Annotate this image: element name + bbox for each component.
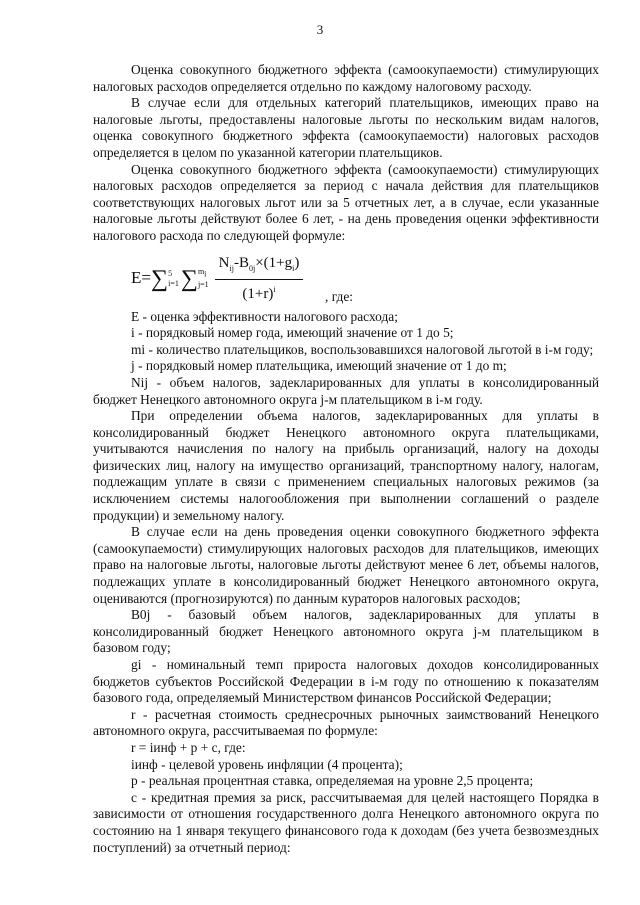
- formula-suffix: , где:: [325, 288, 353, 304]
- sum-symbol: ∑: [180, 265, 198, 292]
- formula-line: r = iинф + p + c, где:: [131, 739, 246, 755]
- definition-line: iинф - целевой уровень инфляции (4 процента);: [131, 756, 403, 772]
- paragraph: gi - номинальный темп прироста налоговых доходов консолидированных бюджетов субъектов Российской Федерации в i-м году по отношению к показателям базового года, определяемый Министерством финансов Российской Федерации;: [93, 657, 599, 706]
- definition-line: j - порядковый номер плательщика, имеющий значение от 1 до m;: [131, 358, 507, 374]
- paragraph: Nij - объем налогов, задекларированных для уплаты в консолидированный бюджет Ненецкого автономного округа j-м плательщиком в i-м году.: [93, 374, 599, 407]
- formula-fraction: $\frac{N_{ij}-B_{0j}\times(1+g_i)}{(1+r)^i}$: [215, 255, 304, 303]
- paragraph: В случае если для отдельных категорий плательщиков, имеющих право на налоговые льготы, предоставлены налоговые льготы по нескольким видам налогов, оценка совокупного бюджетного эффекта (самоокупаемости) налоговых расходов определяется в целом по указанной категории плательщиков.: [93, 95, 599, 160]
- definition-line: mi - количество плательщиков, воспользовавшихся налоговой льготой в i-м году;: [131, 341, 594, 357]
- definition-line: i - порядковый номер года, имеющий значение от 1 до 5;: [131, 325, 454, 341]
- paragraph: В случае если на день проведения оценки совокупного бюджетного эффекта (самоокупаемости) стимулирующих налоговых расходов для плательщиков, имеющих право на налоговые льготы, налоговые льготы действуют менее 6 лет, объемы налогов, подлежащих уплате в консолидированный бюджет Ненецкого автономного округа, оцениваются (прогнозируются) по данным кураторов налоговых расходов;: [93, 524, 599, 606]
- sum-symbol: ∑: [150, 265, 169, 292]
- paragraph: Оценка совокупного бюджетного эффекта (самоокупаемости) стимулирующих налоговых расходов определяется отдельно по каждому налоговому расходу.: [93, 62, 599, 94]
- page-number: 3: [316, 22, 324, 37]
- paragraph: Оценка совокупного бюджетного эффекта (самоокупаемости) стимулирующих налоговых расходов определяется за период с начала действия для плательщиков соответствующих налоговых льгот или за 5 отчетных лет, а в случае, если указанные налоговые льготы действуют более 6 лет, - на день проведения оценки эффективности налогового расхода по следующей формуле:: [93, 161, 599, 243]
- definition-line: E - оценка эффективности налогового расхода;: [131, 308, 398, 324]
- efficiency-formula: E=∑5 $i=1\sum m_i$ j=1 $\frac{N_{ij}-B_{0j}\times(1+g_i)}{(1+r)^i}$ , где:: [131, 254, 353, 304]
- paragraph: r - расчетная стоимость среднесрочных рыночных заимствований Ненецкого автономного округа, рассчитываемая по формуле:: [93, 706, 599, 739]
- definition-line: p - реальная процентная ставка, определяемая на уровне 2,5 процента;: [131, 773, 534, 789]
- paragraph: c - кредитная премия за риск, рассчитываемая для целей настоящего Порядка в зависимости от отношения государственного долга Ненецкого автономного округа по состоянию на 1 января текущего финансового года к доходам (без учета безвозмездных поступлений) за отчетный период:: [93, 789, 599, 855]
- paragraph: При определении объема налогов, задекларированных для уплаты в консолидированный бюджет Ненецкого автономного округа плательщиками, учитываются начисления по налогу на прибыль организаций, налогу на доходы физических лиц, налогу на имущество организаций, транспортному налогу, налогам, подлежащим уплате в связи с применением специальных налоговых режимов (за исключением системы налогообложения при выполнении соглашений о разделе продукции) и земельному налогу.: [93, 408, 599, 523]
- document-body: [93, 62, 599, 856]
- paragraph: B0j - базовый объем налогов, задекларированных для уплаты в консолидированный бюджет Ненецкого автономного округа j-м плательщиком в базовом году;: [93, 607, 599, 656]
